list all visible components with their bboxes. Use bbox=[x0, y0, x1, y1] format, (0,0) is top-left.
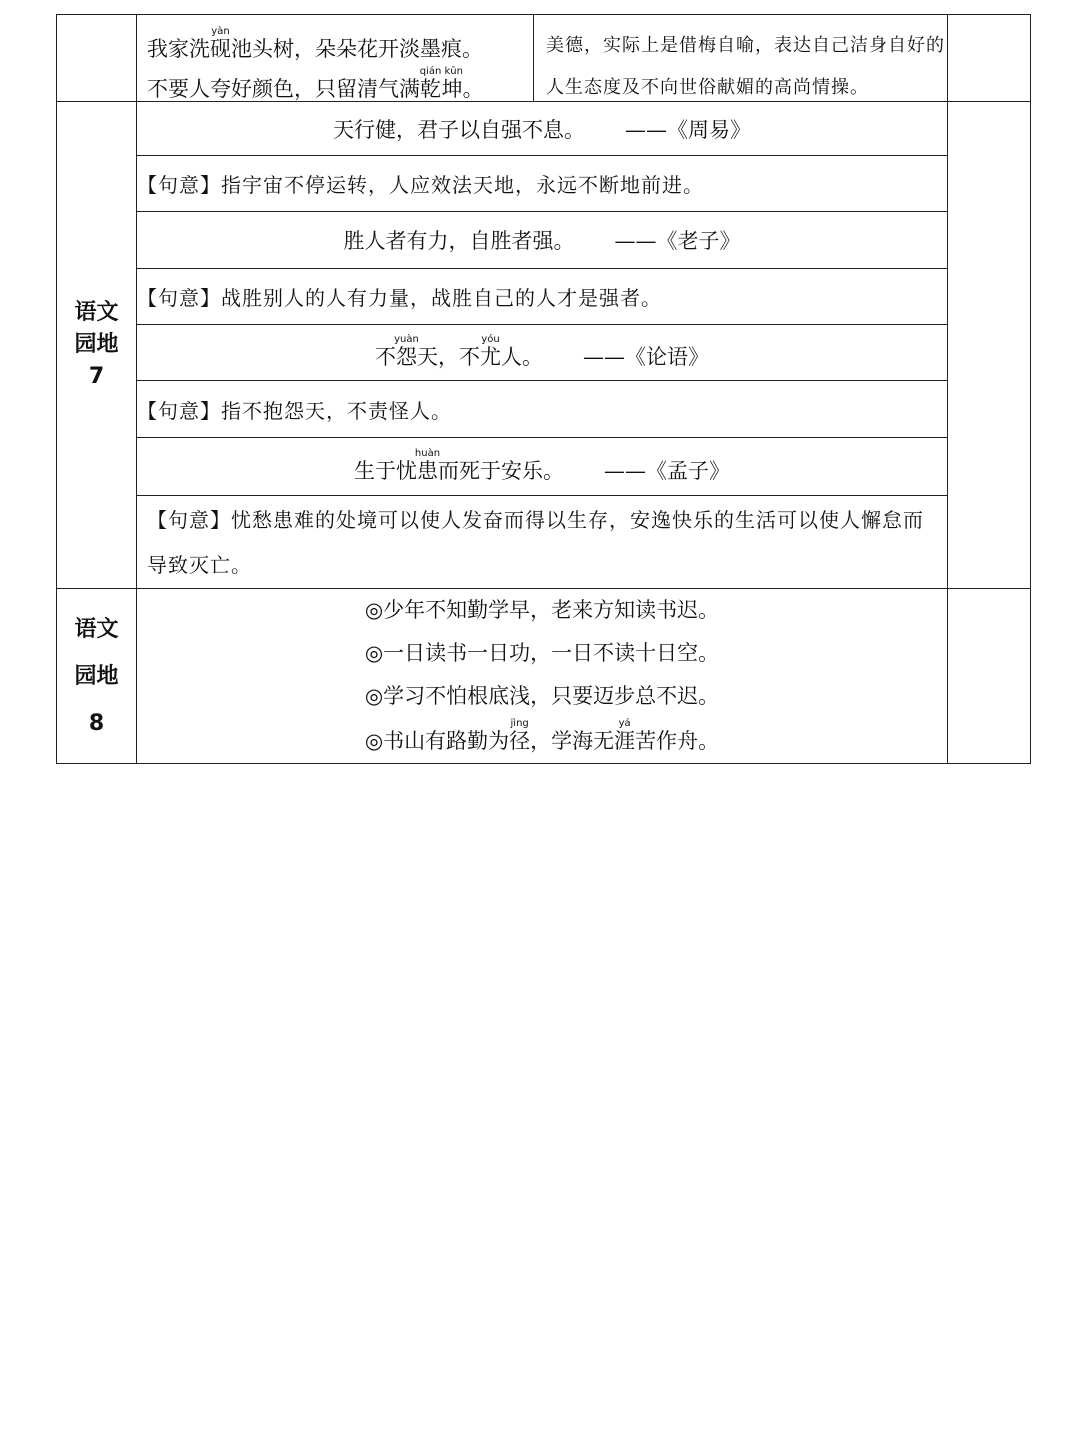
meaning-mengzi: 【句意】忧愁患难的处境可以使人发奋而得以生存，安逸快乐的生活可以使人懈怠而导致灭亡。 bbox=[137, 496, 948, 589]
quote-row bbox=[57, 212, 1031, 269]
proverbs-row bbox=[57, 589, 1031, 764]
poem-line-1: 我家洗砚yàn池头树，朵朵花开淡墨痕。 bbox=[147, 26, 483, 61]
blank-cell bbox=[948, 102, 1031, 589]
meaning-laozi: 【句意】战胜别人的人有力量，战胜自己的人才是强者。 bbox=[137, 269, 948, 325]
proverb-1: ◎少年不知勤学早，老来方知读书迟。 bbox=[364, 598, 720, 622]
proverb-4: ◎书山有路勤为径jìng，学海无涯yá苦作舟。 bbox=[364, 718, 720, 753]
quote-row bbox=[57, 438, 1031, 496]
poem-row bbox=[57, 15, 1031, 102]
poem-explanation: 美德，实际上是借梅自喻，表达自己洁身自好的人生态度及不向世俗献媚的高尚情操。 bbox=[546, 35, 945, 98]
quote-mengzi: 生于忧患huàn而死于安乐。 ——《孟子》 bbox=[137, 438, 948, 496]
poem-cell bbox=[137, 15, 948, 102]
quote-zhouyi: 天行健，君子以自强不息。 ——《周易》 bbox=[137, 102, 948, 156]
section-label-8: 语文 园地 8 bbox=[57, 589, 137, 764]
meaning-zhouyi: 【句意】指宇宙不停运转，人应效法天地，永远不断地前进。 bbox=[137, 156, 948, 212]
section-label-7: 语文 园地 7 bbox=[57, 102, 137, 589]
proverb-2: ◎一日读书一日功，一日不读十日空。 bbox=[364, 641, 720, 665]
poem-label-cell bbox=[57, 15, 137, 102]
meaning-row bbox=[57, 496, 1031, 589]
poem-line-2: 不要人夸好颜色，只留清气满乾坤qián kūn。 bbox=[147, 66, 484, 101]
poetry-table bbox=[56, 14, 1031, 764]
meaning-lunyu: 【句意】指不抱怨天，不责怪人。 bbox=[137, 381, 948, 438]
quote-laozi: 胜人者有力，自胜者强。 ——《老子》 bbox=[137, 212, 948, 269]
quote-lunyu: 不怨yuàn天，不尤yóu人。 ——《论语》 bbox=[137, 325, 948, 381]
proverb-3: ◎学习不怕根底浅，只要迈步总不迟。 bbox=[364, 684, 720, 708]
poem-text bbox=[137, 15, 534, 101]
meaning-row bbox=[57, 269, 1031, 325]
quote-row bbox=[57, 325, 1031, 381]
blank-cell bbox=[948, 589, 1031, 764]
meaning-row bbox=[57, 156, 1031, 212]
proverbs-cell bbox=[137, 589, 948, 764]
meaning-row bbox=[57, 381, 1031, 438]
quote-row bbox=[57, 102, 1031, 156]
blank-cell bbox=[948, 15, 1031, 102]
